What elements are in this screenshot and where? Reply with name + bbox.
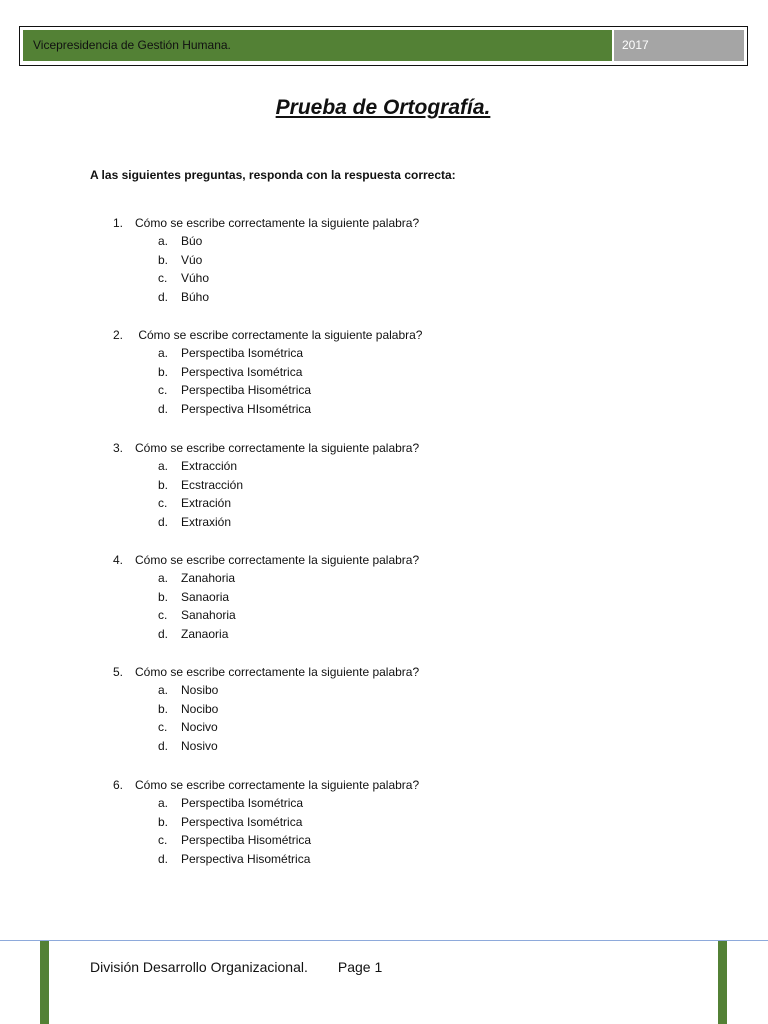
footer-page-number: Page 1: [337, 959, 383, 975]
option-letter: d.: [158, 290, 169, 305]
footer-division: División Desarrollo Organizacional.: [90, 959, 308, 975]
question-number: 1.: [113, 216, 124, 230]
question-line: [0, 663, 600, 681]
option-d: [0, 850, 600, 869]
footer-left-bar: [40, 941, 49, 1024]
question-text: Cómo se escribe correctamente la siguiente palabra?: [135, 328, 423, 342]
question-1: [0, 214, 600, 307]
option-text: Extraxión: [181, 515, 232, 530]
option-c: [0, 269, 600, 288]
option-letter: d.: [158, 515, 169, 530]
option-b: [0, 363, 600, 382]
option-b: [0, 588, 600, 607]
option-b: [0, 476, 600, 495]
question-2: [0, 326, 600, 419]
question-text: Cómo se escribe correctamente la siguiente palabra?: [135, 441, 420, 455]
header-year: 2017: [614, 30, 744, 61]
option-c: [0, 494, 600, 513]
option-d: [0, 737, 600, 756]
option-letter: a.: [158, 346, 169, 360]
option-letter: b.: [158, 589, 169, 604]
option-letter: a.: [158, 459, 169, 473]
option-letter: b.: [158, 477, 169, 492]
question-number: 5.: [113, 665, 124, 679]
option-text: Nocibo: [181, 701, 219, 716]
option-text: Perspectiba Hisométrica: [181, 383, 312, 398]
footer-divider: [0, 940, 768, 941]
option-letter: a.: [158, 796, 169, 810]
option-letter: d.: [158, 627, 169, 642]
option-letter: b.: [158, 814, 169, 829]
option-text: Sanahoria: [181, 608, 236, 623]
option-text: Nosivo: [181, 739, 218, 754]
option-letter: d.: [158, 852, 169, 867]
option-letter: c.: [158, 833, 168, 848]
option-text: Búho: [181, 290, 210, 305]
question-number: 3.: [113, 441, 124, 455]
question-text: Cómo se escribe correctamente la siguiente palabra?: [135, 665, 420, 679]
question-text: Cómo se escribe correctamente la siguiente palabra?: [135, 778, 420, 792]
option-text: Perspectiba Hisométrica: [181, 833, 312, 848]
option-c: [0, 606, 600, 625]
page-footer: [90, 959, 382, 975]
header-organization: Vicepresidencia de Gestión Humana.: [23, 30, 612, 61]
option-d: [0, 400, 600, 419]
question-6: [0, 776, 600, 869]
option-text: Extracción: [181, 459, 238, 473]
option-a: [0, 569, 600, 588]
option-text: Perspectiba Isométrica: [181, 346, 304, 360]
option-b: [0, 251, 600, 270]
option-a: [0, 232, 600, 251]
option-text: Sanaoria: [181, 589, 230, 604]
option-letter: a.: [158, 571, 169, 585]
option-letter: b.: [158, 701, 169, 716]
option-a: [0, 681, 600, 700]
instruction-text: A las siguientes preguntas, responda con la respuesta correcta:: [90, 168, 456, 182]
option-text: Perspectiva Isométrica: [181, 364, 303, 379]
question-number: 2.: [113, 328, 124, 342]
option-text: Búo: [181, 234, 203, 248]
option-text: Ecstracción: [181, 477, 244, 492]
option-letter: c.: [158, 271, 168, 286]
question-number: 4.: [113, 553, 124, 567]
option-letter: b.: [158, 252, 169, 267]
option-c: [0, 381, 600, 400]
question-line: [0, 439, 600, 457]
option-letter: a.: [158, 234, 169, 248]
option-d: [0, 625, 600, 644]
question-3: [0, 439, 600, 532]
question-line: [0, 551, 600, 569]
option-text: Vúho: [181, 271, 210, 286]
option-text: Perspectiva HIsométrica: [181, 402, 312, 417]
option-text: Zanahoria: [181, 571, 236, 585]
question-text: Cómo se escribe correctamente la siguiente palabra?: [135, 553, 420, 567]
document-title: Prueba de Ortografía.: [275, 96, 491, 119]
option-letter: c.: [158, 720, 168, 735]
option-a: [0, 457, 600, 476]
option-c: [0, 718, 600, 737]
option-d: [0, 288, 600, 307]
question-line: [0, 214, 600, 232]
question-line: [0, 776, 600, 794]
question-text: Cómo se escribe correctamente la siguiente palabra?: [135, 216, 420, 230]
question-number: 6.: [113, 778, 124, 792]
option-letter: c.: [158, 608, 168, 623]
option-d: [0, 513, 600, 532]
option-text: Zanaoria: [181, 627, 229, 642]
option-b: [0, 700, 600, 719]
option-a: [0, 794, 600, 813]
option-b: [0, 813, 600, 832]
option-c: [0, 831, 600, 850]
option-letter: b.: [158, 364, 169, 379]
question-4: [0, 551, 600, 644]
option-letter: d.: [158, 739, 169, 754]
option-letter: c.: [158, 383, 168, 398]
option-text: Extración: [181, 496, 232, 511]
option-letter: c.: [158, 496, 168, 511]
option-text: Nosibo: [181, 683, 219, 697]
page-header: [19, 26, 748, 66]
footer-right-bar: [718, 941, 727, 1024]
option-letter: a.: [158, 683, 169, 697]
option-text: Perspectiva Hisométrica: [181, 852, 311, 867]
option-text: Perspectiba Isométrica: [181, 796, 304, 810]
option-letter: d.: [158, 402, 169, 417]
option-text: Vúo: [181, 252, 203, 267]
question-5: [0, 663, 600, 756]
option-text: Perspectiva Isométrica: [181, 814, 303, 829]
option-a: [0, 344, 600, 363]
question-line: [0, 326, 600, 344]
option-text: Nocivo: [181, 720, 218, 735]
